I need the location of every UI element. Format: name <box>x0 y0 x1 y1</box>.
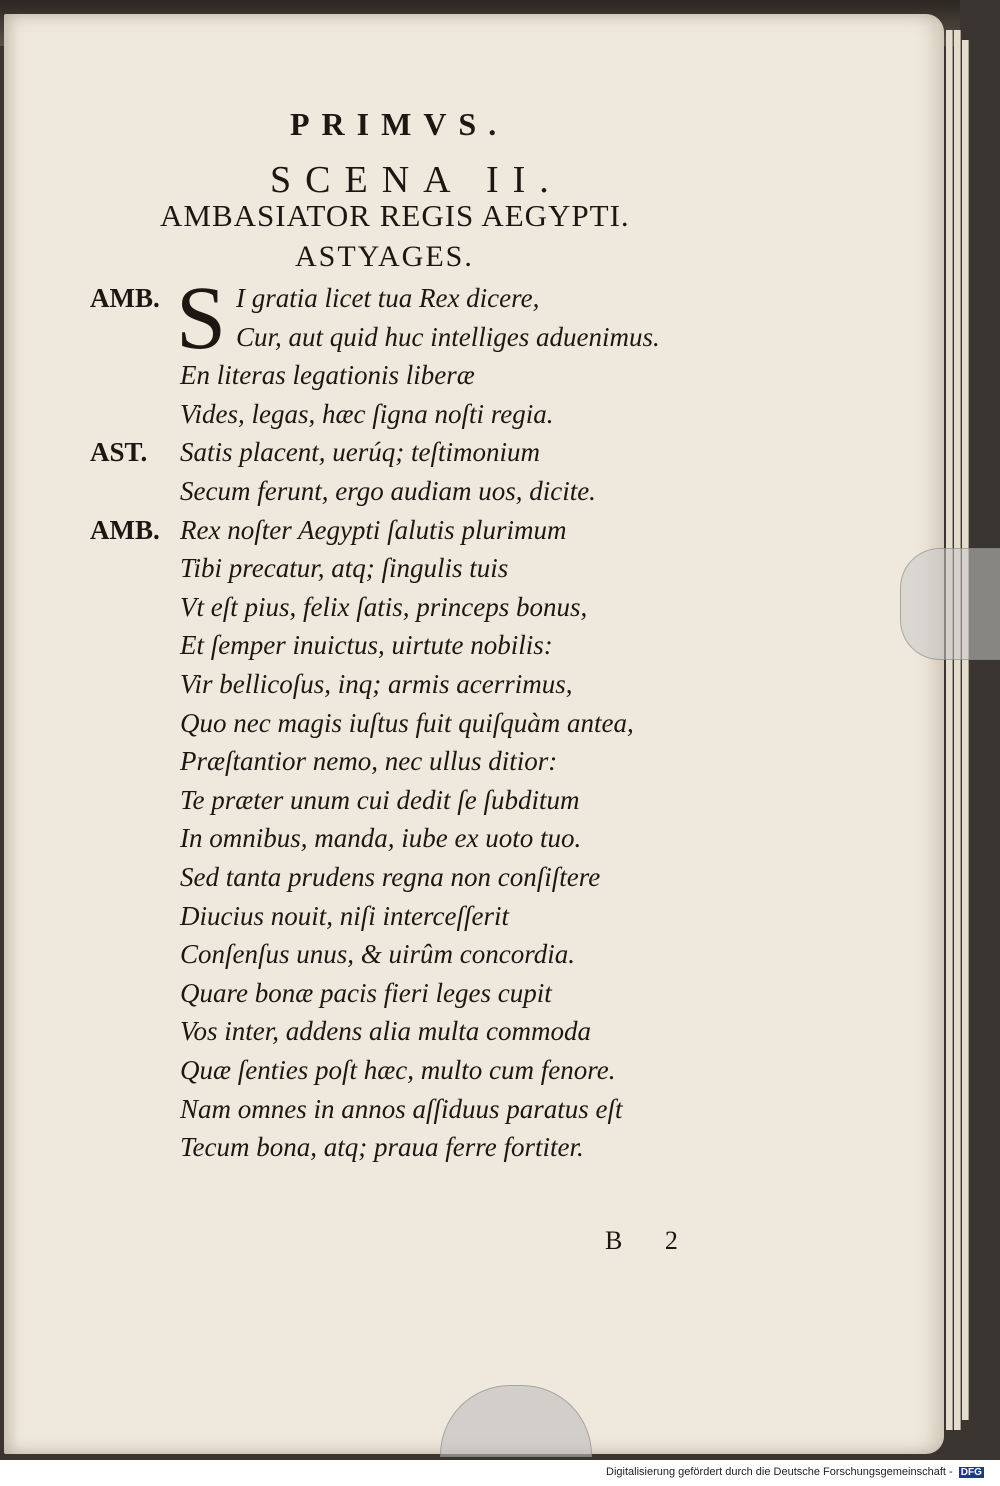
verse-line: Te præter unum cui dedit ſe ſubditum <box>180 784 580 815</box>
verse-line: Satis placent, uerúq; teſtimonium <box>180 437 540 468</box>
page-clip-right <box>900 548 1000 660</box>
speaker-label: AMB. <box>90 283 160 313</box>
verse-line: Et ſemper inuictus, uirtute nobilis: <box>180 630 553 661</box>
verse-line: Præſtantior nemo, nec ullus ditior: <box>180 746 558 777</box>
verse-line: Vt eſt pius, felix ſatis, princeps bonus, <box>180 591 588 622</box>
verse-line: En literas legationis liberæ <box>180 360 475 391</box>
verse-line: I gratia licet tua Rex dicere, <box>236 283 540 313</box>
characters-heading-2: ASTYAGES. <box>295 240 474 273</box>
verse-line: Tecum bona, atq; praua ferre fortiter. <box>180 1132 584 1163</box>
verse-line: Sed tanta prudens regna non conſiſtere <box>180 862 601 892</box>
page-edge <box>946 30 953 1430</box>
characters-heading: AMBASIATOR REGIS AEGYPTI. <box>160 198 630 233</box>
footer-text: Digitalisierung gefördert durch die Deutsche Forschungsgemeinschaft - <box>606 1466 953 1478</box>
dfg-logo: DFG <box>960 1467 982 1478</box>
speaker-label: AST. <box>90 437 148 468</box>
verse-line: Vos inter, addens alia multa commoda <box>180 1016 591 1047</box>
digitization-footer <box>606 1466 996 1478</box>
drop-capital: S <box>176 269 227 368</box>
verse-line: Cur, aut quid huc intelliges aduenimus. <box>236 321 660 352</box>
verse-line: Vides, legas, hæc ſigna noſti regia. <box>180 398 554 429</box>
verse-line: Vir bellicoſus, inq; armis acerrimus, <box>180 669 573 699</box>
verse-line: Nam omnes in annos aſſiduus paratus eſt <box>180 1093 623 1124</box>
verse-line: Rex noſter Aegypti ſalutis plurimum <box>180 514 567 545</box>
verse-line: Quo nec magis iuſtus fuit quiſquàm antea, <box>180 707 634 738</box>
signature-mark: B 2 <box>605 1226 696 1255</box>
scene-title: SCENA II. <box>270 159 563 201</box>
verse-line: Tibi precatur, atq; ſingulis tuis <box>180 553 509 584</box>
verse-line: Quæ ſenties poſt hæc, multo cum fenore. <box>180 1055 616 1085</box>
verse-line: Secum ferunt, ergo audiam uos, dicite. <box>180 476 596 506</box>
page-edge <box>954 30 961 1430</box>
running-head: PRIMVS. <box>290 106 509 142</box>
verse-line: Conſenſus unus, & uirûm concordia. <box>180 939 575 970</box>
page-edge <box>962 40 969 1420</box>
verse-line: Diucius nouit, niſi interceſſerit <box>180 900 509 931</box>
verse-line: In omnibus, manda, iube ex uoto tuo. <box>180 823 582 854</box>
verse-line: Quare bonæ pacis fieri leges cupit <box>180 977 552 1008</box>
speaker-label: AMB. <box>90 514 160 545</box>
